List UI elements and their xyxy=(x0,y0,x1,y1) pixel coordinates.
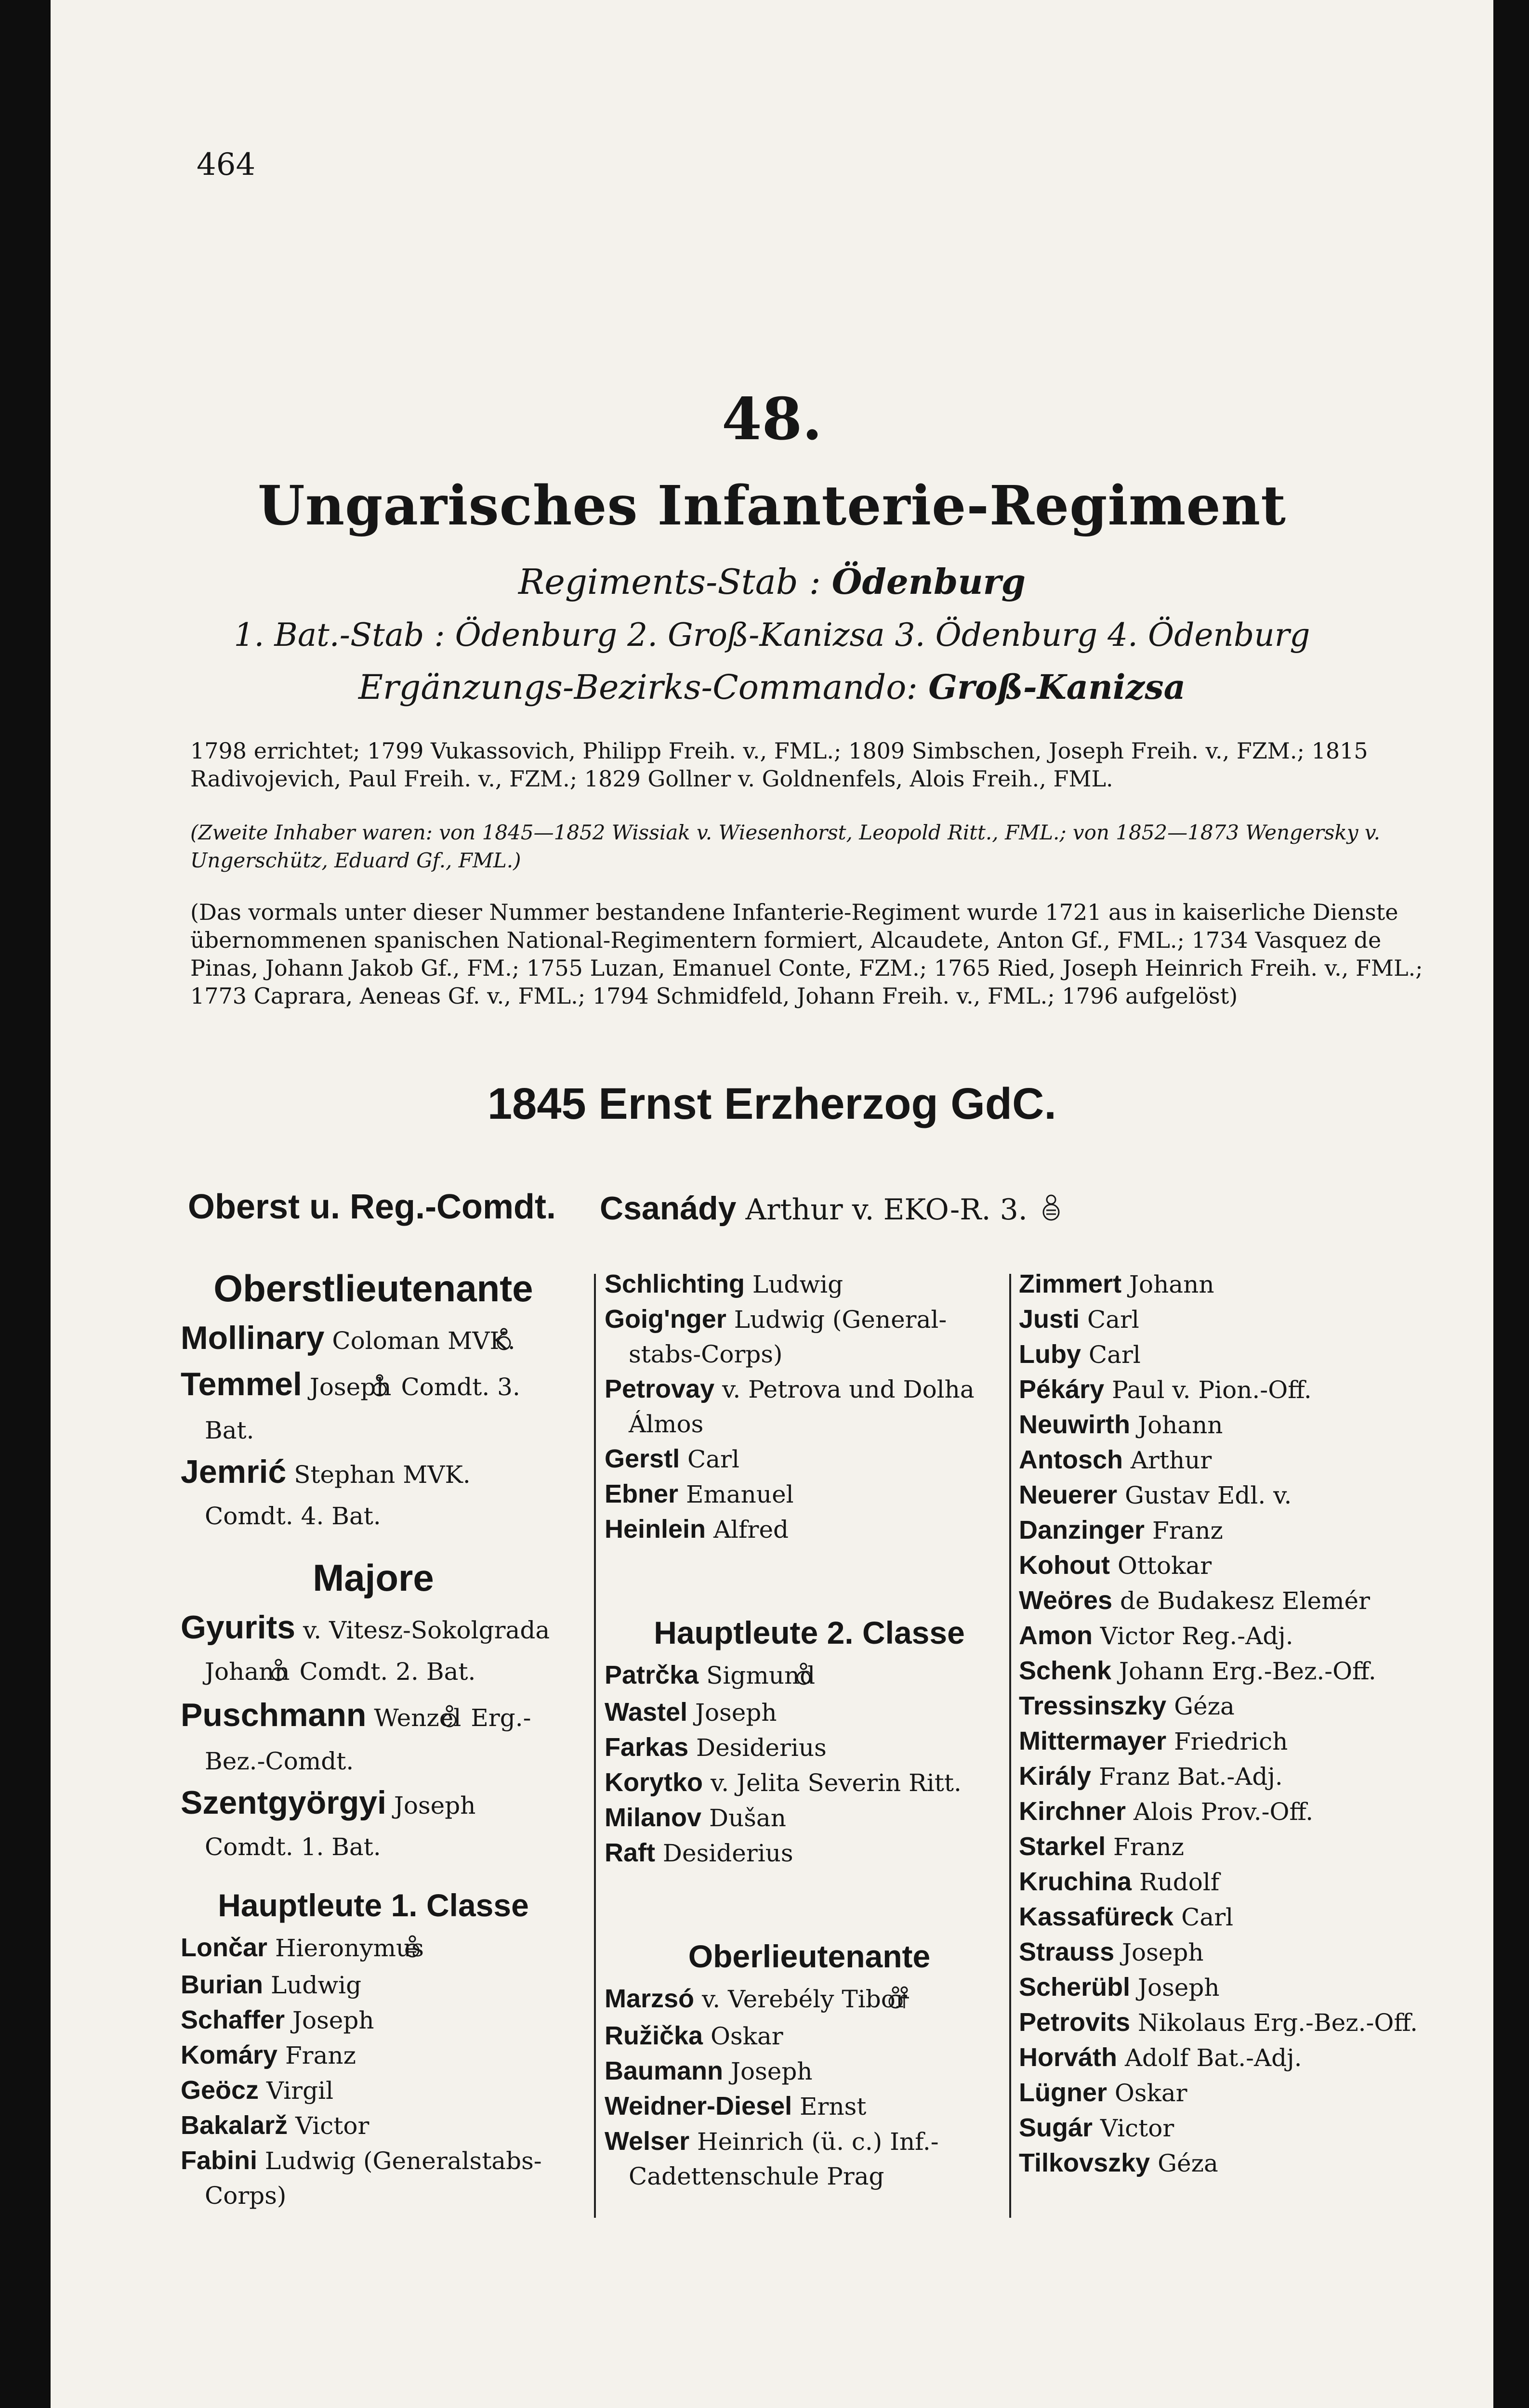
list-item: Zimmert Johann xyxy=(1019,1269,1214,1298)
column-2 xyxy=(605,1267,1014,2194)
list-item: Fabini Ludwig (Generalstabs-Corps) xyxy=(181,2146,542,2210)
list-item: Komáry Franz xyxy=(181,2041,356,2069)
list-item: Petrovay v. Petrova und Dolha Álmos xyxy=(605,1374,975,1438)
list-item: Kohout Ottokar xyxy=(1019,1551,1212,1580)
list-item: Sugár Victor xyxy=(1019,2113,1174,2142)
list-item: Kassafüreck Carl xyxy=(1019,1902,1234,1931)
list-item: Heinlein Alfred xyxy=(605,1515,789,1544)
list-item: Amon Victor Reg.-Adj. xyxy=(1019,1621,1293,1650)
list-item: Luby Carl xyxy=(1019,1340,1141,1369)
regiment-staff xyxy=(51,561,1493,602)
list-item: Tressinszky Géza xyxy=(1019,1691,1235,1720)
list-item: Patrčka Sigmund xyxy=(605,1661,816,1689)
section-majore: Majore xyxy=(313,1557,434,1599)
list-item: Raft Desiderius xyxy=(605,1838,793,1867)
list-item: Bakalarž Victor xyxy=(181,2111,369,2140)
list-item: Welser Heinrich (ü. c.) Inf.-Cadettenschule Prag xyxy=(605,2127,939,2190)
regiment-number: 48. xyxy=(722,385,822,453)
list-item: Scherübl Joseph xyxy=(1019,1973,1220,2002)
list-item: Wastel Joseph xyxy=(605,1698,777,1727)
list-item: Milanov Dušan xyxy=(605,1803,786,1832)
list-item: Justi Carl xyxy=(1019,1305,1139,1334)
list-item: Király Franz Bat.-Adj. xyxy=(1019,1762,1283,1791)
list-item: Schlichting Ludwig xyxy=(605,1269,844,1298)
list-item: Jemrić Stephan MVK. Comdt. 4. Bat. xyxy=(181,1453,471,1530)
list-item: Geöcz Virgil xyxy=(181,2076,334,2105)
history-second-owners: (Zweite Inhaber waren: von 1845—1852 Wissiak v. Wiesenhorst, Leopold Ritt., FML.; von 1852—1873 Wengersky v. Ungerschütz, Eduard Gf., FML.) xyxy=(190,821,1381,872)
list-item: Pékáry Paul v. Pion.-Off. xyxy=(1019,1375,1312,1404)
list-item: Weidner-Diesel Ernst xyxy=(605,2092,867,2120)
page xyxy=(51,0,1493,2408)
section-oberlieutenante: Oberlieutenante xyxy=(688,1938,931,1974)
list-item: Starkel Franz xyxy=(1019,1832,1184,1861)
erg-label: Ergänzungs-Bezirks-Commando: xyxy=(358,667,929,707)
column-divider xyxy=(594,1274,596,2218)
list-item: Tilkovszky Géza xyxy=(1019,2148,1218,2177)
list-item: Horváth Adolf Bat.-Adj. xyxy=(1019,2043,1302,2072)
list-item: Lončar Hieronymus xyxy=(181,1933,424,1962)
list-item: Danzinger Franz xyxy=(1019,1516,1223,1544)
list-item: Schaffer Joseph xyxy=(181,2005,374,2034)
list-item: Marzsó v. Verebély Tibor xyxy=(605,1984,907,2013)
section-oberstlieutenante: Oberstlieutenante xyxy=(213,1267,533,1309)
staff-label: Regiments-Stab : xyxy=(518,562,832,602)
column-1 xyxy=(181,1267,566,2213)
list-item: Burian Ludwig xyxy=(181,1970,362,1999)
history-former: (Das vormals unter dieser Nummer bestandene Infanterie-Regiment wurde 1721 aus in kaiserliche Dienste übernommenen spanischen National-Regimentern formiert, Alcaudete, Anton Gf., FML.; 1734 Vasquez de Pinas, Johann Jakob Gf., FM.; 1755 Luzan, Emanuel Conte, FZM.; 1765 Ried, Joseph Heinrich Freih. v., FML.; 1773 Caprara, Aeneas Gf. v., FML.; 1794 Schmidfeld, Johann Freih. v., FML.; 1796 aufgelöst) xyxy=(190,899,1423,1009)
list-item: Gerstl Carl xyxy=(605,1444,739,1473)
history-founding: 1798 errichtet; 1799 Vukassovich, Philipp Freih. v., FML.; 1809 Simbschen, Joseph Freih. v., FZM.; 1815 Radivojevich, Paul Freih. v., FZM.; 1829 Gollner v. Goldnenfels, Alois Freih., FML. xyxy=(190,738,1368,792)
colonel-detail: Arthur v. EKO-R. 3. xyxy=(745,1193,1028,1227)
colonel-label: Oberst u. Reg.-Comdt. xyxy=(188,1188,556,1226)
colonel-name: Csanády xyxy=(600,1190,737,1227)
list-item: Ružička Oskar xyxy=(605,2021,783,2050)
list-item: Kirchner Alois Prov.-Off. xyxy=(1019,1797,1314,1826)
list-item: Mollinary Coloman MVK. xyxy=(181,1320,515,1356)
list-item: Szentgyörgyi Joseph Comdt. 1. Bat. xyxy=(181,1784,476,1861)
battalion-staffs: 1. Bat.-Stab : Ödenburg 2. Groß-Kanizsa 3. Ödenburg 4. Ödenburg xyxy=(234,616,1310,654)
section-hauptleute-1: Hauptleute 1. Classe xyxy=(218,1887,529,1923)
list-item: Petrovits Nikolaus Erg.-Bez.-Off. xyxy=(1019,2008,1418,2037)
staff-value: Ödenburg xyxy=(831,561,1026,602)
list-item: Antosch Arthur xyxy=(1019,1445,1212,1474)
list-item: Ebner Emanuel xyxy=(605,1479,794,1508)
recruiting-district xyxy=(51,667,1493,707)
list-item: Weöres de Budakesz Elemér xyxy=(1019,1586,1371,1615)
list-item: Temmel Joseph Comdt. 3. Bat. xyxy=(181,1366,520,1444)
list-item: Baumann Joseph xyxy=(605,2056,813,2085)
colonel-entry xyxy=(600,1190,1066,1230)
list-item: Puschmann Wenzel Erg.-Bez.-Comdt. xyxy=(181,1697,531,1775)
list-item: Neuwirth Johann xyxy=(1019,1410,1223,1439)
page-number: 464 xyxy=(197,147,256,183)
column-3 xyxy=(1019,1267,1433,2181)
list-item: Korytko v. Jelita Severin Ritt. xyxy=(605,1768,962,1797)
section-hauptleute-2: Hauptleute 2. Classe xyxy=(654,1615,965,1650)
list-item: Schenk Johann Erg.-Bez.-Off. xyxy=(1019,1656,1376,1685)
page-title: Ungarisches Infanterie-Regiment xyxy=(258,474,1286,537)
list-item: Farkas Desiderius xyxy=(605,1733,827,1762)
order-icon xyxy=(1041,1194,1061,1230)
erg-value: Groß-Kanizsa xyxy=(928,667,1186,707)
list-item: Kruchina Rudolf xyxy=(1019,1867,1220,1896)
regiment-owner: 1845 Ernst Erzherzog GdC. xyxy=(488,1079,1056,1128)
list-item: Lügner Oskar xyxy=(1019,2078,1187,2107)
list-item: Mittermayer Friedrich xyxy=(1019,1727,1288,1755)
list-item: Neuerer Gustav Edl. v. xyxy=(1019,1480,1292,1509)
list-item: Gyurits v. Vitesz-Sokolgrada Johann Comdt. 2. Bat. xyxy=(181,1609,550,1686)
list-item: Strauss Joseph xyxy=(1019,1937,1204,1966)
list-item: Goig'nger Ludwig (General-stabs-Corps) xyxy=(605,1305,947,1368)
